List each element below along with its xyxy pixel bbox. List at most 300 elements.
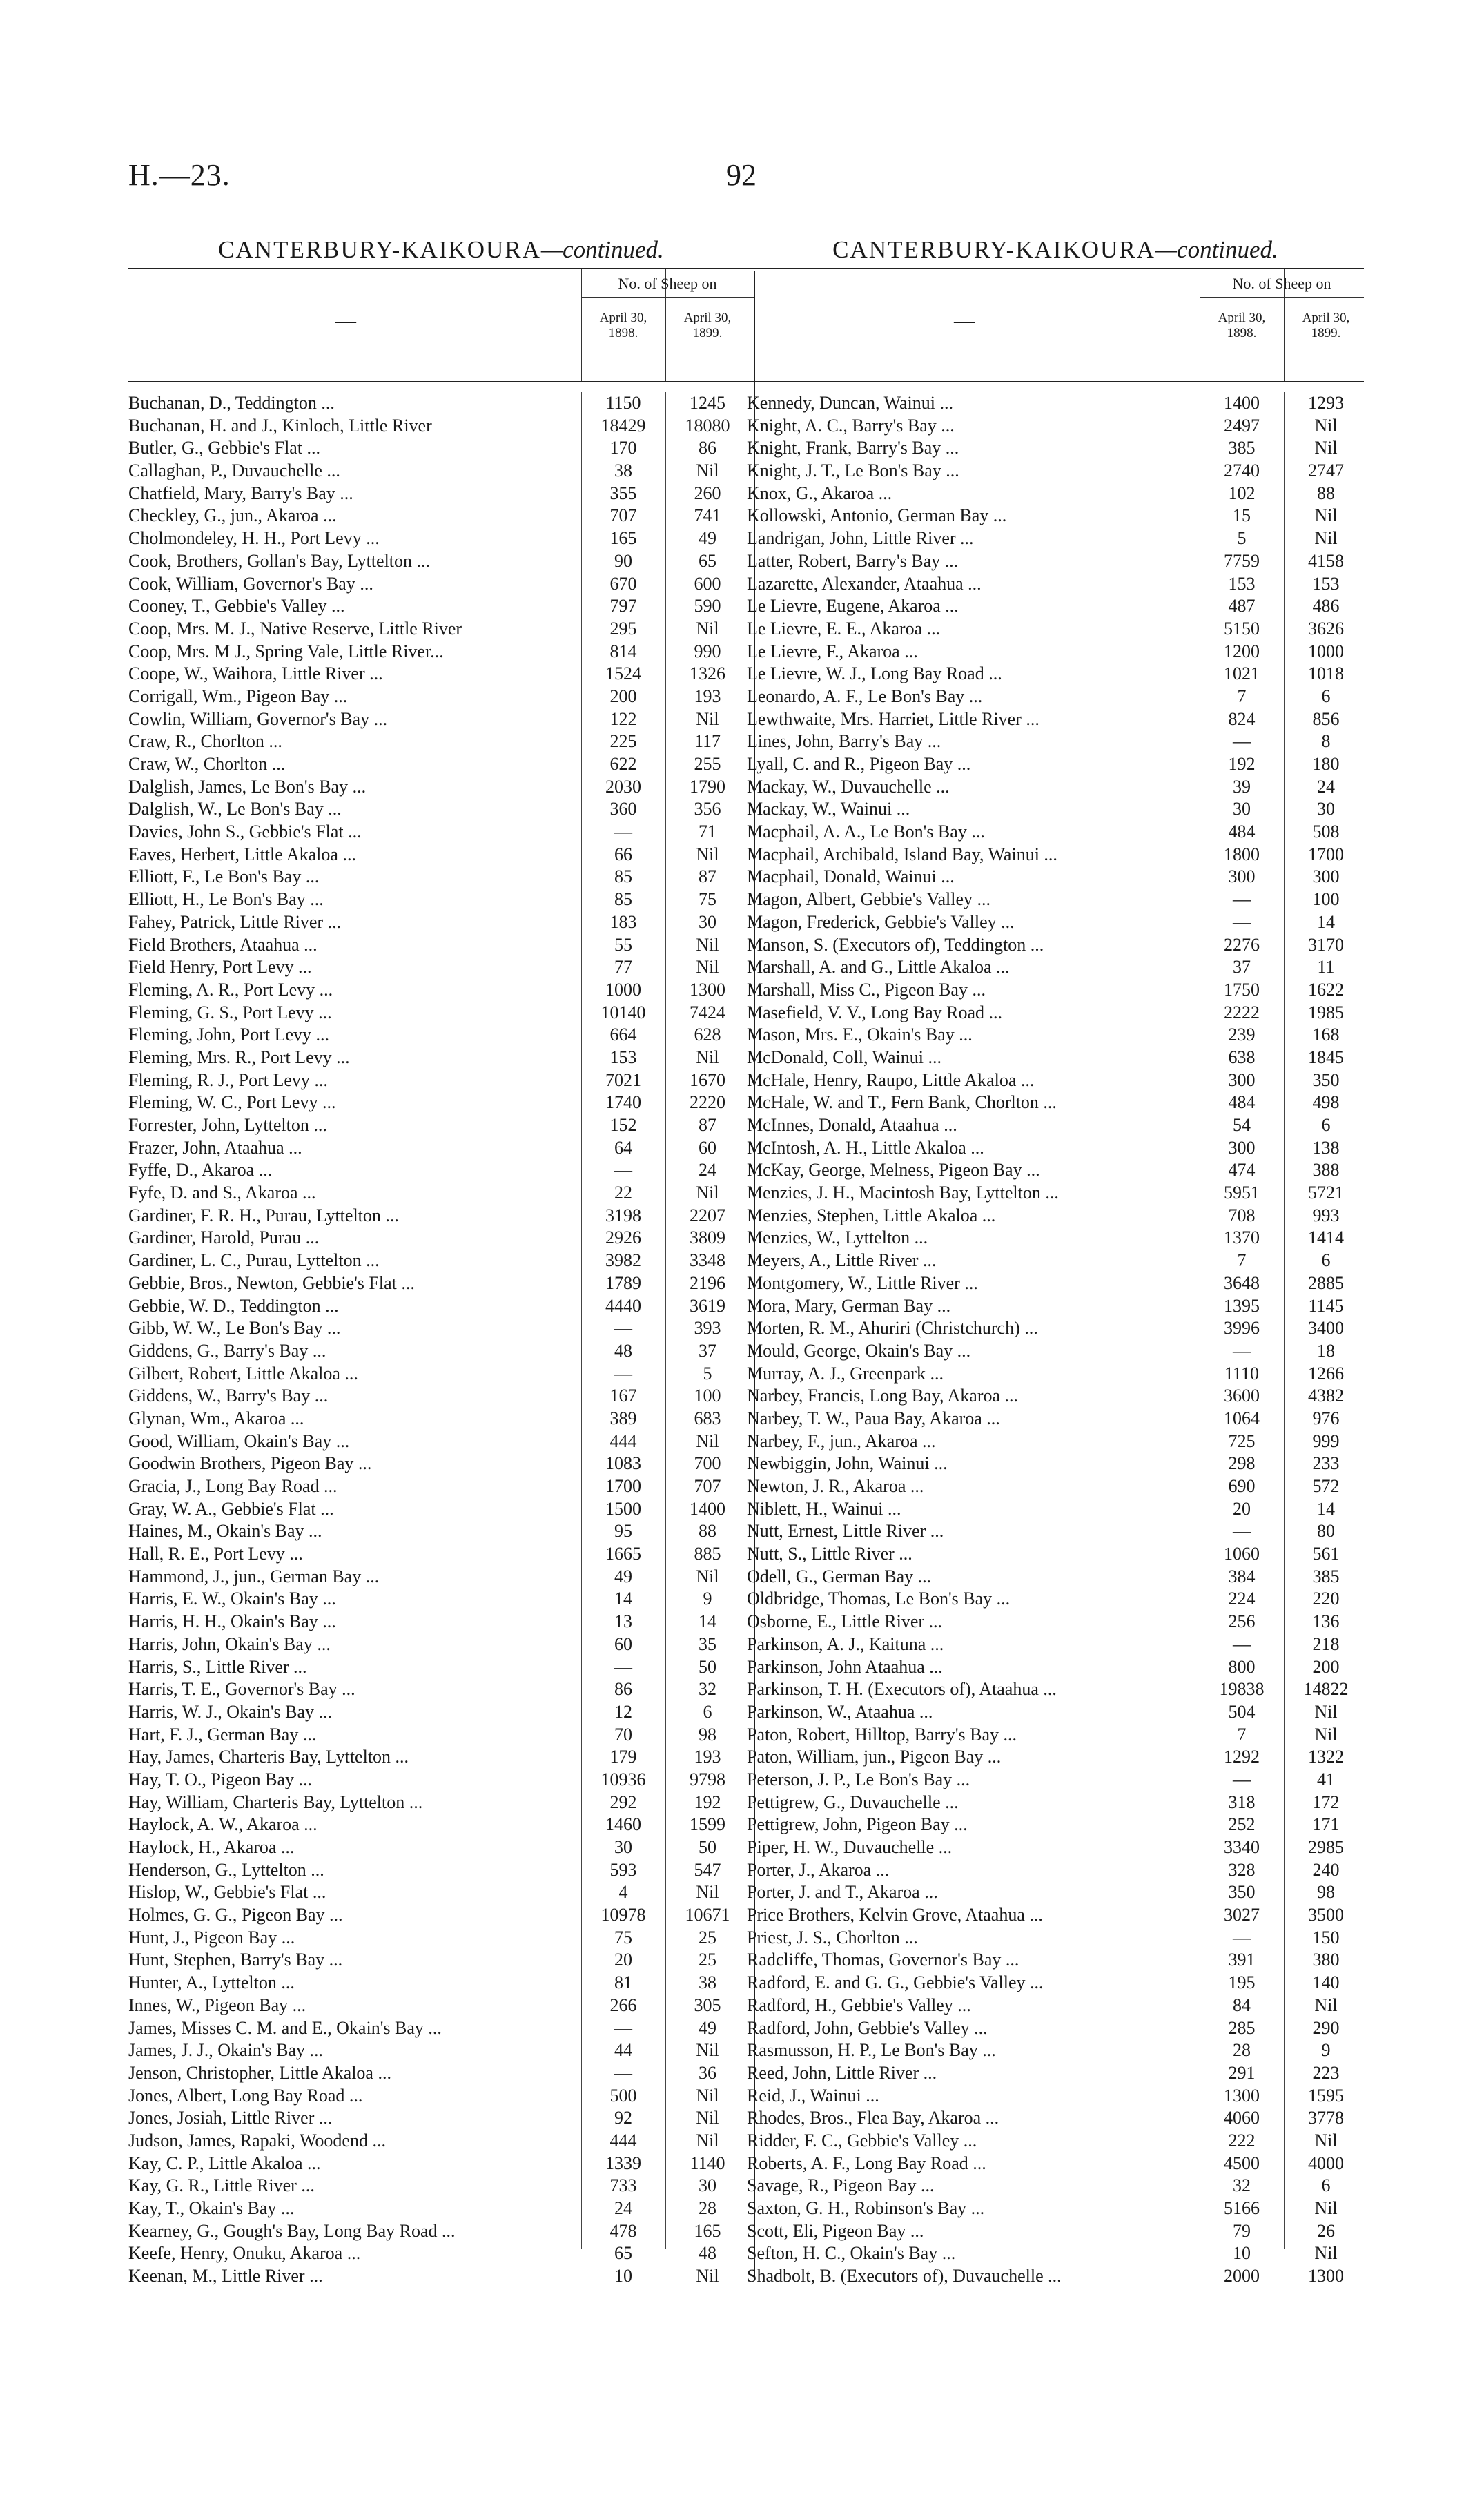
sheep-1899: Nil	[1314, 1701, 1338, 1722]
table-row	[747, 1205, 1364, 1227]
sheep-1898: 504	[1228, 1701, 1256, 1722]
table-row	[128, 798, 754, 821]
table-row	[128, 1408, 754, 1430]
sheep-1898: 10936	[601, 1769, 646, 1789]
table-row	[128, 2153, 754, 2175]
table-row	[747, 1633, 1364, 1656]
holder-name: Cook, William, Governor's Bay ...	[128, 573, 373, 594]
sheep-1899: 260	[694, 483, 721, 503]
sheep-1899: 2985	[1308, 1837, 1344, 1857]
sheep-1898: 1000	[605, 979, 641, 1000]
sheep-1898: 500	[609, 2085, 637, 2106]
table-row	[128, 1250, 754, 1272]
holder-name: Elliott, F., Le Bon's Bay ...	[128, 866, 320, 887]
sheep-1899: Nil	[696, 957, 719, 978]
holder-name: Kearney, G., Gough's Bay, Long Bay Road ...	[128, 2220, 456, 2241]
sheep-1898: 92	[614, 2108, 632, 2128]
sheep-1898: 7759	[1224, 550, 1260, 571]
sheep-1898: 1064	[1224, 1408, 1260, 1428]
sheep-1898: 814	[609, 641, 637, 661]
sheep-1899: 290	[1312, 2017, 1340, 2038]
sheep-1899: 136	[1312, 1611, 1340, 1632]
holder-name: Fahey, Patrick, Little River ...	[128, 911, 342, 932]
table-row	[128, 1792, 754, 1814]
holder-name: Kay, T., Okain's Bay ...	[128, 2198, 295, 2218]
sheep-1898: 4440	[605, 1295, 641, 1316]
table-row	[747, 415, 1364, 438]
sheep-1898: 391	[1228, 1950, 1256, 1970]
table-row	[128, 956, 754, 979]
sheep-1898: 1083	[605, 1453, 641, 1474]
holder-name: Harris, H. H., Okain's Bay ...	[128, 1611, 336, 1632]
table-row	[128, 550, 754, 573]
sheep-1898: 2497	[1224, 415, 1260, 436]
holder-name: Landrigan, John, Little River ...	[747, 528, 974, 549]
sheep-1898: —	[1233, 1927, 1251, 1948]
table-row	[128, 708, 754, 731]
holder-name: Latter, Robert, Barry's Bay ...	[747, 550, 959, 571]
sheep-1899: Nil	[1314, 1724, 1338, 1745]
table-row	[747, 708, 1364, 731]
holder-name: Cook, Brothers, Gollan's Bay, Lyttelton ...	[128, 550, 431, 571]
holder-name: Knight, Frank, Barry's Bay ...	[747, 438, 959, 458]
sheep-1899: 388	[1312, 1160, 1340, 1181]
sheep-1898: 65	[614, 2243, 632, 2264]
sheep-1899: Nil	[1314, 2198, 1338, 2218]
holder-name: Gebbie, W. D., Teddington ...	[128, 1295, 339, 1316]
sheep-1898: 3648	[1224, 1272, 1260, 1293]
sheep-1899: Nil	[696, 1430, 719, 1451]
holder-name: Mason, Mrs. E., Okain's Bay ...	[747, 1025, 973, 1045]
sheep-1898: 708	[1228, 1205, 1256, 1225]
sheep-1898: 328	[1228, 1859, 1256, 1880]
sheep-1899: 192	[694, 1792, 721, 1812]
sheep-1899: 87	[699, 1115, 716, 1135]
holder-name: Savage, R., Pigeon Bay ...	[747, 2175, 935, 2196]
sheep-1898: 2000	[1224, 2266, 1260, 2287]
holder-name: Murray, A. J., Greenpark ...	[747, 1363, 944, 1384]
holder-name: James, J. J., Okain's Bay ...	[128, 2040, 324, 2061]
page-identifier: H.—23.	[128, 158, 231, 192]
sheep-1899: 1300	[1308, 2266, 1344, 2287]
table-row	[128, 1724, 754, 1747]
holder-name: Macphail, Archibald, Island Bay, Wainui ...	[747, 844, 1057, 864]
sheep-1898: 10	[614, 2266, 632, 2287]
table-row	[747, 844, 1364, 866]
holder-name: Lines, John, Barry's Bay ...	[747, 731, 941, 752]
sheep-1899: 3626	[1308, 618, 1344, 639]
sheep-1899: 4382	[1308, 1386, 1344, 1406]
holder-name: James, Misses C. M. and E., Okain's Bay ...	[128, 2017, 442, 2038]
holder-name: Parkinson, John Ataahua ...	[747, 1656, 943, 1677]
sheep-1898: 800	[1228, 1656, 1256, 1677]
table-row	[747, 1588, 1364, 1611]
sheep-1899: Nil	[696, 2085, 719, 2106]
sheep-1899: 171	[1312, 1814, 1340, 1835]
sheep-1898: 4	[618, 1882, 628, 1903]
holder-name: Harris, E. W., Okain's Bay ...	[128, 1589, 336, 1609]
holder-name: McInnes, Donald, Ataahua ...	[747, 1115, 957, 1135]
sheep-1899: 741	[694, 505, 721, 526]
table-row	[128, 1227, 754, 1250]
sheep-1899: 3170	[1308, 934, 1344, 955]
sheep-1898: 350	[1228, 1882, 1256, 1903]
table-row	[747, 437, 1364, 460]
table-row	[747, 1769, 1364, 1792]
holder-name: Field Henry, Port Levy ...	[128, 957, 312, 978]
table-row	[128, 1836, 754, 1859]
sheep-1898: 318	[1228, 1792, 1256, 1812]
table-row	[128, 1363, 754, 1386]
sheep-1899: 561	[1312, 1544, 1340, 1564]
sheep-1898: 13	[614, 1611, 632, 1632]
sheep-1898: 7	[1237, 1250, 1247, 1271]
holder-name: Newton, J. R., Akaroa ...	[747, 1476, 924, 1496]
table-row	[128, 911, 754, 934]
holder-name: Cowlin, William, Governor's Bay ...	[128, 708, 388, 729]
table-row	[128, 1972, 754, 1994]
sheep-1898: 3996	[1224, 1318, 1260, 1339]
table-row	[747, 1182, 1364, 1205]
holder-name: Coope, W., Waihora, Little River ...	[128, 663, 383, 684]
sheep-1899: 14822	[1303, 1679, 1349, 1700]
sheep-1899: Nil	[696, 2040, 719, 2061]
sheep-1898: 37	[1233, 957, 1251, 978]
holder-name: Hay, William, Charteris Bay, Lyttelton ...	[128, 1792, 423, 1812]
sheep-1899: 14	[1317, 1498, 1335, 1519]
sheep-1899: 150	[1312, 1927, 1340, 1948]
table-row	[747, 1114, 1364, 1137]
holder-name: Harris, T. E., Governor's Bay ...	[128, 1679, 355, 1700]
table-row	[128, 437, 754, 460]
sheep-1898: 22	[614, 1183, 632, 1203]
holder-name: Lyall, C. and R., Pigeon Bay ...	[747, 754, 971, 774]
holder-name: Price Brothers, Kelvin Grove, Ataahua ...	[747, 1905, 1043, 1925]
table-row	[747, 595, 1364, 618]
holder-name: Craw, W., Chorlton ...	[128, 754, 286, 774]
table-row	[747, 1047, 1364, 1069]
holder-name: Corrigall, Wm., Pigeon Bay ...	[128, 686, 348, 706]
sheep-1898: 14	[614, 1589, 632, 1609]
sheep-1898: 7021	[605, 1069, 641, 1090]
holder-name: Cooney, T., Gebbie's Valley ...	[128, 596, 345, 617]
sheep-1898: 1395	[1224, 1295, 1260, 1316]
holder-name: Magon, Frederick, Gebbie's Valley ...	[747, 911, 1015, 932]
sheep-1899: 976	[1312, 1408, 1340, 1428]
holder-name: Judson, James, Rapaki, Woodend ...	[128, 2130, 386, 2151]
holder-name: Fleming, John, Port Levy ...	[128, 1025, 330, 1045]
sheep-1898: 487	[1228, 596, 1256, 617]
sheep-1898: 478	[609, 2220, 637, 2241]
table-row	[128, 1114, 754, 1137]
sheep-1898: —	[614, 1160, 632, 1181]
sheep-1899: 5	[703, 1363, 712, 1384]
table-row	[747, 2175, 1364, 2197]
sheep-1898: 179	[609, 1747, 637, 1767]
holder-name: Saxton, G. H., Robinson's Bay ...	[747, 2198, 985, 2218]
holder-name: Jenson, Christopher, Little Akaloa ...	[128, 2062, 391, 2083]
table-row	[128, 415, 754, 438]
sheep-1899: 38	[699, 1972, 716, 1993]
sheep-1898: —	[1233, 1340, 1251, 1361]
holder-name: Harris, John, Okain's Bay ...	[128, 1633, 331, 1654]
sheep-1899: 71	[699, 822, 716, 842]
sheep-1898: 28	[1233, 2040, 1251, 2061]
sheep-1899: 628	[694, 1025, 721, 1045]
holder-name: Pettigrew, G., Duvauchelle ...	[747, 1792, 959, 1812]
holder-name: Eaves, Herbert, Little Akaloa ...	[128, 844, 356, 864]
holder-name: Jones, Albert, Long Bay Road ...	[128, 2085, 363, 2106]
holder-name: Field Brothers, Ataahua ...	[128, 934, 318, 955]
table-row	[128, 392, 754, 415]
sheep-1898: 183	[609, 911, 637, 932]
table-row	[747, 1475, 1364, 1498]
table-row	[128, 1317, 754, 1340]
sheep-1898: 81	[614, 1972, 632, 1993]
table-row	[747, 956, 1364, 979]
table-row	[747, 2017, 1364, 2040]
table-row	[128, 1656, 754, 1679]
table-row	[128, 1543, 754, 1566]
table-row	[128, 2039, 754, 2062]
sheep-1899: 2196	[690, 1272, 725, 1293]
sheep-1898: 2222	[1224, 1002, 1260, 1022]
table-row	[747, 1611, 1364, 1633]
sheep-1898: —	[614, 1363, 632, 1384]
sheep-1899: 4158	[1308, 550, 1344, 571]
sheep-1899: 385	[1312, 1566, 1340, 1586]
holder-name: Le Lievre, W. J., Long Bay Road ...	[747, 663, 1002, 684]
holder-name: Roberts, A. F., Long Bay Road ...	[747, 2153, 986, 2173]
sheep-1898: 707	[609, 505, 637, 526]
table-row	[747, 1498, 1364, 1521]
sheep-1899: 18080	[685, 415, 730, 436]
holder-name: Le Lievre, Eugene, Akaroa ...	[747, 596, 959, 617]
sheep-1898: 797	[609, 596, 637, 617]
section-title	[747, 232, 1364, 268]
sheep-1899: 98	[1317, 1882, 1335, 1903]
sheep-1898: 3198	[605, 1205, 641, 1225]
sheep-1898: 30	[614, 1837, 632, 1857]
sheep-1898: 725	[1228, 1430, 1256, 1451]
sheep-1899: 1985	[1308, 1002, 1344, 1022]
section-title	[128, 232, 754, 268]
holder-name: Ridder, F. C., Gebbie's Valley ...	[747, 2130, 977, 2151]
table-row	[128, 2130, 754, 2153]
holder-name: Marshall, Miss C., Pigeon Bay ...	[747, 979, 986, 1000]
sheep-1898: 385	[1228, 438, 1256, 458]
sheep-1899: 26	[1317, 2220, 1335, 2241]
holder-name: Montgomery, W., Little River ...	[747, 1272, 978, 1293]
table-row	[128, 1069, 754, 1092]
holder-name: Menzies, J. H., Macintosh Bay, Lyttelton ...	[747, 1183, 1059, 1203]
table-row	[747, 1295, 1364, 1318]
sheep-1898: 384	[1228, 1566, 1256, 1586]
table-row	[128, 776, 754, 799]
holder-name: Holmes, G. G., Pigeon Bay ...	[128, 1905, 343, 1925]
sheep-1898: 15	[1233, 505, 1251, 526]
table-row	[128, 483, 754, 505]
holder-name: Fyfe, D. and S., Akaroa ...	[128, 1183, 316, 1203]
sheep-1899: 6	[1321, 2175, 1331, 2196]
table-row	[747, 1746, 1364, 1769]
sheep-1899: Nil	[1314, 1994, 1338, 2015]
sheep-1899: 180	[1312, 754, 1340, 774]
table-row	[747, 641, 1364, 663]
sheep-1899: 14	[1317, 911, 1335, 932]
holder-name: Menzies, W., Lyttelton ...	[747, 1227, 928, 1248]
table-row	[128, 1272, 754, 1295]
table-row	[128, 618, 754, 641]
sheep-1899: 4000	[1308, 2153, 1344, 2173]
table-row	[747, 1091, 1364, 1114]
sheep-1899: 1326	[690, 663, 725, 684]
sheep-1898: 1789	[605, 1272, 641, 1293]
sheep-1898: 200	[609, 686, 637, 706]
holder-name: Elliott, H., Le Bon's Bay ...	[128, 889, 324, 910]
holder-name: Kay, C. P., Little Akaloa ...	[128, 2153, 321, 2173]
sheep-1899: 2747	[1308, 460, 1344, 481]
sheep-1899: 50	[699, 1837, 716, 1857]
table-row	[747, 1701, 1364, 1724]
sheep-1898: 224	[1228, 1589, 1256, 1609]
sheep-1898: 10140	[601, 1002, 646, 1022]
table-row	[747, 392, 1364, 415]
sheep-1899: 547	[694, 1859, 721, 1880]
sheep-1899: 1595	[1308, 2085, 1344, 2106]
sheep-1899: 2207	[690, 1205, 725, 1225]
sheep-1899: 1845	[1308, 1047, 1344, 1067]
sheep-1898: 24	[614, 2198, 632, 2218]
table-row	[747, 1069, 1364, 1092]
table-row	[747, 1430, 1364, 1453]
holder-name: Hunt, J., Pigeon Bay ...	[128, 1927, 295, 1948]
table-row	[747, 798, 1364, 821]
table-row	[747, 1227, 1364, 1250]
sheep-1898: 192	[1228, 754, 1256, 774]
holder-name: Knight, J. T., Le Bon's Bay ...	[747, 460, 959, 481]
sheep-1898: 1400	[1224, 393, 1260, 413]
holder-name: Keenan, M., Little River ...	[128, 2266, 323, 2287]
holder-name: Morten, R. M., Ahuriri (Christchurch) ...	[747, 1318, 1038, 1339]
sheep-1898: 593	[609, 1859, 637, 1880]
page-number: 92	[726, 158, 756, 192]
sheep-1898: 300	[1228, 1137, 1256, 1158]
table-row	[747, 1159, 1364, 1182]
table-row	[747, 821, 1364, 844]
holder-name: Hay, James, Charteris Bay, Lyttelton ...	[128, 1747, 409, 1767]
sheep-1898: 39	[1233, 776, 1251, 797]
holder-name: Kennedy, Duncan, Wainui ...	[747, 393, 953, 413]
sheep-1899: Nil	[1314, 2130, 1338, 2151]
holder-name: Piper, H. W., Duvauchelle ...	[747, 1837, 953, 1857]
sheep-1898: 1110	[1224, 1363, 1260, 1384]
table-row	[128, 1475, 754, 1498]
holder-name: Lewthwaite, Mrs. Harriet, Little River ...	[747, 708, 1039, 729]
sheep-1899: 3500	[1308, 1905, 1344, 1925]
holder-name: Radford, John, Gebbie's Valley ...	[747, 2017, 988, 2038]
holder-name: Hall, R. E., Port Levy ...	[128, 1544, 303, 1564]
holder-name: Nutt, Ernest, Little River ...	[747, 1521, 944, 1542]
holder-name: Rasmusson, H. P., Le Bon's Bay ...	[747, 2040, 996, 2061]
sheep-1899: 30	[1317, 799, 1335, 819]
holder-name: Mould, George, Okain's Bay ...	[747, 1340, 971, 1361]
sheep-1899: 3348	[690, 1250, 725, 1271]
sheep-1899: 572	[1312, 1476, 1340, 1496]
table-row	[128, 460, 754, 483]
table-row	[747, 505, 1364, 527]
section-title-suffix: —continued.	[1155, 236, 1278, 263]
holder-name: Fleming, R. J., Port Levy ...	[128, 1069, 328, 1090]
holder-name: McHale, W. and T., Fern Bank, Chorlton ...	[747, 1092, 1057, 1113]
holder-name: Forrester, John, Lyttelton ...	[128, 1115, 327, 1135]
table-row	[747, 1408, 1364, 1430]
sheep-1898: —	[1233, 911, 1251, 932]
sheep-1898: 95	[614, 1521, 632, 1542]
holder-name: Porter, J. and T., Akaroa ...	[747, 1882, 938, 1903]
holder-name: Reed, John, Little River ...	[747, 2062, 937, 2083]
sheep-1899: 1790	[690, 776, 725, 797]
table-row	[747, 1881, 1364, 1904]
table-row	[128, 1453, 754, 1475]
table-row	[128, 1633, 754, 1656]
sheep-1899: 240	[1312, 1859, 1340, 1880]
table-row	[128, 844, 754, 866]
sheep-1899: 60	[699, 1137, 716, 1158]
sheep-1899: 140	[1312, 1972, 1340, 1993]
sheep-1899: 486	[1312, 596, 1340, 617]
table-row	[128, 2197, 754, 2220]
sheep-1899: 193	[694, 686, 721, 706]
holder-name: Scott, Eli, Pigeon Bay ...	[747, 2220, 924, 2241]
table-row	[128, 1024, 754, 1047]
sheep-1899: Nil	[696, 2266, 719, 2287]
sheep-1899: Nil	[696, 460, 719, 481]
sheep-1898: 266	[609, 1994, 637, 2015]
sheep-1898: 122	[609, 708, 637, 729]
sheep-1899: 233	[1312, 1453, 1340, 1474]
sheep-1899: 2220	[690, 1092, 725, 1113]
sheep-1898: 75	[614, 1927, 632, 1948]
sheep-1898: 239	[1228, 1025, 1256, 1045]
sheep-1898: 85	[614, 866, 632, 887]
sheep-1899: 356	[694, 799, 721, 819]
table-row	[128, 527, 754, 550]
holder-name: Buchanan, D., Teddington ...	[128, 393, 335, 413]
holder-name: Chatfield, Mary, Barry's Bay ...	[128, 483, 353, 503]
right-table	[747, 232, 1364, 2288]
holder-name: Gardiner, F. R. H., Purau, Lyttelton ...	[128, 1205, 399, 1225]
sheep-1898: 300	[1228, 1069, 1256, 1090]
table-row	[747, 1024, 1364, 1047]
holder-name: Innes, W., Pigeon Bay ...	[128, 1994, 306, 2015]
sheep-1899: 700	[694, 1453, 721, 1474]
table-row	[747, 1137, 1364, 1160]
sheep-1898: 170	[609, 438, 637, 458]
sheep-1899: 1322	[1308, 1747, 1344, 1767]
sheep-1899: 6	[1321, 1115, 1331, 1135]
holder-name: Osborne, E., Little River ...	[747, 1611, 943, 1632]
sheep-1899: Nil	[1314, 2243, 1338, 2264]
sheep-1898: 484	[1228, 1092, 1256, 1113]
table-row	[128, 2107, 754, 2130]
table-row	[747, 1814, 1364, 1836]
holder-name: Dalglish, James, Le Bon's Bay ...	[128, 776, 367, 797]
table-header	[747, 268, 1364, 382]
table-row	[128, 2242, 754, 2265]
table-row	[747, 1656, 1364, 1679]
sheep-1899: 1140	[690, 2153, 725, 2173]
